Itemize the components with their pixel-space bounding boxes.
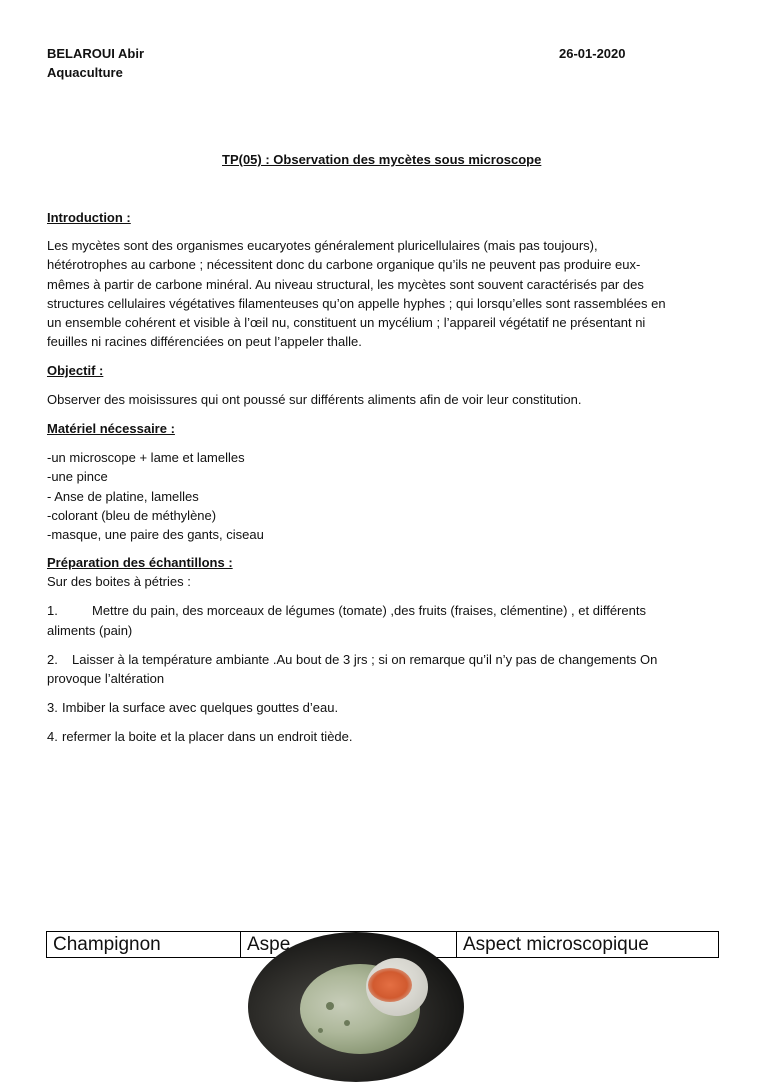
table-header-cell: Aspe — [241, 932, 457, 958]
moldy-food-photo — [248, 932, 464, 1082]
step-text: refermer la boite et la placer dans un endroit tiède. — [62, 729, 353, 744]
preparation-intro: Sur des boites à pétries : — [47, 574, 191, 589]
list-item: -colorant (bleu de méthylène) — [47, 507, 217, 523]
step-text: Laisser à la température ambiante .Au bout de 3 jrs ; si on remarque qu’il n’y pas de changements On — [72, 652, 658, 667]
step-text-continued: aliments (pain) — [47, 623, 133, 638]
table-header-cell: Champignon — [47, 932, 241, 958]
introduction-line: hétérotrophes au carbone ; nécessitent donc du carbone organique qu’ils ne peuvent pas produire eux- — [47, 257, 641, 273]
list-item: -une pince — [47, 469, 108, 485]
list-item: -un microscope + lame et lamelles — [47, 450, 245, 465]
list-item: - Anse de platine, lamelles — [47, 488, 199, 504]
introduction-line: Les mycètes sont des organismes eucaryotes généralement pluricellulaires (mais pas toujours), — [47, 238, 598, 253]
table-header-cell: Aspect microscopique — [457, 932, 719, 958]
introduction-line: un ensemble cohérent et visible à l’œil nu, constituent un mycélium ; l’appareil végétatif ne présentant ni — [47, 315, 646, 331]
materiel-heading: Matériel nécessaire : — [47, 421, 175, 436]
mold-spot — [318, 1028, 323, 1033]
mold-spot — [326, 1002, 334, 1010]
materiel-list — [47, 448, 727, 544]
objectif-text: Observer des moisissures qui ont poussé sur différents aliments afin de voir leur constitution. — [47, 392, 582, 407]
list-item: -masque, une paire des gants, ciseau — [47, 527, 264, 543]
document-date: 26-01-2020 — [559, 46, 626, 61]
author-name: BELAROUI Abir — [47, 46, 145, 61]
step-text: Mettre du pain, des morceaux de légumes (tomate) ,des fruits (fraises, clémentine) , et différents — [92, 603, 646, 618]
step-number: 4. — [47, 729, 58, 744]
preparation-heading: Préparation des échantillons : — [47, 555, 233, 570]
introduction-line: feuilles ni racines différenciées on peut l’appeler thalle. — [47, 334, 362, 350]
introduction-heading: Introduction : — [47, 210, 131, 225]
step-number: 3. — [47, 700, 58, 715]
department-name: Aquaculture — [47, 65, 123, 80]
introduction-paragraph — [47, 236, 727, 352]
step-text-continued: provoque l’altération — [47, 671, 165, 686]
introduction-line: structures cellulaires végétatives filamenteuses qu’on appelle hyphes ; qui lorsqu’elles sont rassemblées en — [47, 295, 666, 311]
step-number: 2. — [47, 652, 58, 667]
document-title: TP(05) : Observation des mycètes sous microscope — [222, 152, 542, 167]
orange-mold-spot — [368, 968, 412, 1002]
objectif-heading: Objectif : — [47, 363, 104, 378]
step-text: Imbiber la surface avec quelques gouttes d’eau. — [62, 700, 339, 715]
mold-spot — [344, 1020, 350, 1026]
introduction-line: mêmes à partir de carbone minéral. Au niveau structural, les mycètes sont souvent caractérisés par des — [47, 276, 644, 292]
step-number: 1. — [47, 603, 58, 618]
